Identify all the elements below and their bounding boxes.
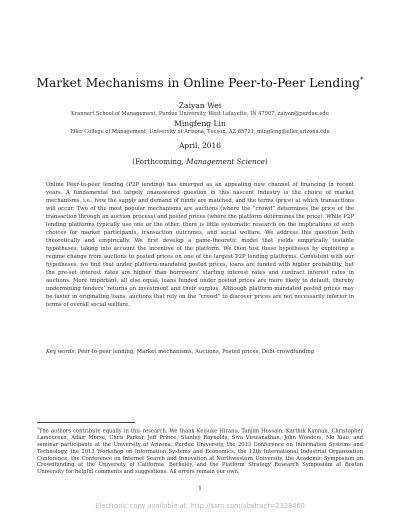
keywords bbox=[46, 348, 354, 356]
forthcoming-note bbox=[0, 157, 400, 166]
author-affiliation-2: Eller College of Management, University of Arizona, Tucson, AZ 85721, mingfeng@eller.arizona.edu bbox=[70, 129, 330, 135]
footnote-text: The authors contribute equally in this research. We thank Keisuke Hirano, Tanjim Hossain, Karthik Kannan, Christopher Lamoureux, Adair Morse, Chris Parker, Jeff Prince, Stanley Reynolds, Siva Viswanathan, John Wooders, Mo Xiao, and seminar participants at the University of Arizona, Purdue University, the 2013 Conference on Information Systems and Technology, the 2013 Workshop on Information Systems and Economics, the 12th International Industrial Organization Conference, the Conference on Internet Search and Innovation at Northwestern University, the Academic Symposium on Crowdfunding at the University of California, Berkeley, and the Platform Strategy Research Symposium at Boston University for helpful comments and suggestions. All errors remain our own. bbox=[37, 428, 363, 476]
keywords-label: Key words bbox=[46, 349, 75, 355]
ssrn-watermark[interactable]: Electronic copy available at: http://ssrn.com/abstract=2328460 bbox=[95, 502, 305, 510]
paper-title bbox=[0, 76, 400, 90]
keywords-text: : Peer-to-peer lending, Market mechanisms, Auctions, Posted prices, Debt crowdfunding bbox=[74, 349, 315, 355]
footnote bbox=[37, 426, 363, 476]
author-affiliation-1: Krannert School of Management, Purdue University, West Lafayette, IN 47907, zaiyan@purdue.edu bbox=[71, 111, 329, 117]
paper-date: April, 2016 bbox=[179, 141, 221, 150]
forthcoming-prefix: (Forthcoming, bbox=[132, 157, 187, 166]
abstract: Online Peer-to-peer lending (P2P lending) has emerged as an appealing new channel of financing in recent years. A fundamental but largely unanswered question in this nascent industry is the choice of market mechanisms, i.e., how the supply and demand of funds are matched, and the terms (price) at which transactions will occur. Two of the most popular mechanisms are auctions (where the “crowd” determines the price of the transaction through an auction process) and posted prices (where the platform determines the price). While P2P lending platforms typically use one or the other, there is little systematic research on the implications of such choices for market participants, transaction outcomes, and social welfare. We address this question both theoretically and empirically. We first develop a game-theoretic model that yields empirically testable hypotheses, taking into account the incentive of the platform. We then test these hypotheses by exploiting a regime change from auctions to posted prices on one of the largest P2P lending platforms. Consistent with our hypotheses, we find that under platform-mandated posted prices, loans are funded with higher probability, but the pre-set interest rates are higher than borrowers’ starting interest rates and contract interest rates in auctions. More important, all else equal, loans funded under posted prices are more likely to default, thereby undermining lenders’ returns on investment and their surplus. Although platform-mandated posted prices may be faster in originating loans, auctions that rely on the “crowd” to discover prices are not necessarily inferior in terms of overall social welfare. bbox=[46, 182, 354, 309]
page-number: 1 bbox=[198, 486, 202, 492]
forthcoming-suffix: ) bbox=[264, 157, 268, 166]
author-name-1: Zaiyan Wei bbox=[178, 101, 222, 110]
title-footnote-mark: * bbox=[359, 76, 364, 84]
footnote-mark: * bbox=[37, 426, 39, 431]
title-text: Market Mechanisms in Online Peer-to-Peer Lending bbox=[36, 76, 360, 91]
footnote-rule bbox=[37, 422, 135, 423]
author-name-2: Mingfeng Lin bbox=[174, 119, 226, 128]
journal-name: Management Science bbox=[186, 157, 265, 166]
